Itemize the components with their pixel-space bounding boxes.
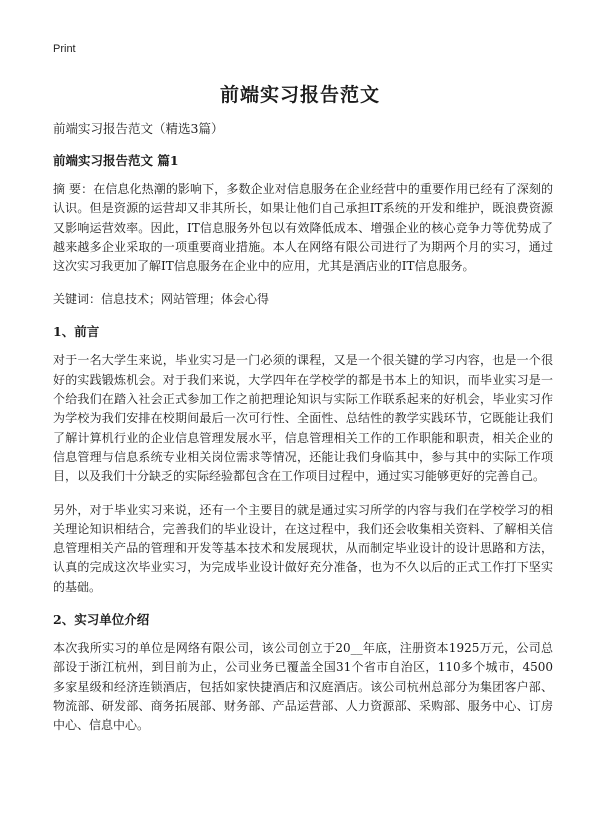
document-title: 前端实习报告范文 — [219, 84, 380, 106]
preface-paragraph-1: 对于一名大学生来说，毕业实习是一门必须的课程，又是一个很关键的学习内容，也是一个很好的实践锻炼机会。对于我们来说，大学四年在学校学的都是书本上的知识，而毕业实习是一个给我们在踏入社会正式参加工作之前把理论知识与实际工作联系起来的好机会，毕业实习作为学校为我们安排在校期间最后一次可行性、全面性、总结性的教学实践环节，它既能让我们了解计算机行业的企业信息管理发展水平，信息管理相关工作的工作职能和职责，相关企业的信息管理与信息系统专业相关岗位需求等情况，还能让我们身临其中，参与其中的实际工作项目，以及我们十分缺乏的实际经验都包含在工作项目过程中，通过实习能够更好的完善自己。 — [53, 353, 553, 484]
article-heading: 前端实习报告范文 篇1 — [53, 153, 179, 168]
section-heading-company: 2、实习单位介绍 — [53, 612, 150, 628]
print-link[interactable]: Print — [53, 43, 76, 55]
company-paragraph-1: 本次我所实习的单位是网络有限公司，该公司创立于20__年底，注册资本1925万元，公司总部设于浙江杭州，到目前为止，公司业务已覆盖全国31个省市自治区，110多个城市，4500多家星级和经济连锁酒店，包括如家快捷酒店和汉庭酒店。该公司杭州总部分为集团客户部、物流部、研发部、商务拓展部、财务部、产品运营部、人力资源部、采购部、服务中心、订房中心、信息中心。 — [53, 641, 553, 733]
abstract-paragraph: 摘 要：在信息化热潮的影响下，多数企业对信息服务在企业经营中的重要作用已经有了深刻的认识。但是资源的运营却又非其所长，如果让他们自己承担IT系统的开发和维护，既浪费资源又影响运营效率。因此，IT信息服务外包以有效降低成本、增强企业的核心竞争力等优势成了越来越多企业采取的一项重要商业措施。本人在网络有限公司进行了为期两个月的实习，通过这次实习我更加了解IT信息服务在企业中的应用，尤其是酒店业的IT信息服务。 — [53, 182, 553, 274]
section-heading-preface: 1、前言 — [53, 324, 100, 340]
preface-paragraph-2: 另外，对于毕业实习来说，还有一个主要目的就是通过实习所学的内容与我们在学校学习的相关理论知识相结合，完善我们的毕业设计，在这过程中，我们还会收集相关资料、了解相关信息管理相关产品的管理和开发等基本技术和发展现状，从而制定毕业设计的设计思路和方法，认真的完成这次毕业实习，为完成毕业设计做好充分准备，也为不久以后的正式工作打下坚实的基础。 — [53, 502, 553, 594]
keywords-line: 关键词：信息技术；网站管理；体会心得 — [53, 292, 270, 307]
document-subtitle: 前端实习报告范文（精选3篇） — [53, 121, 224, 136]
document-body — [53, 120, 553, 750]
